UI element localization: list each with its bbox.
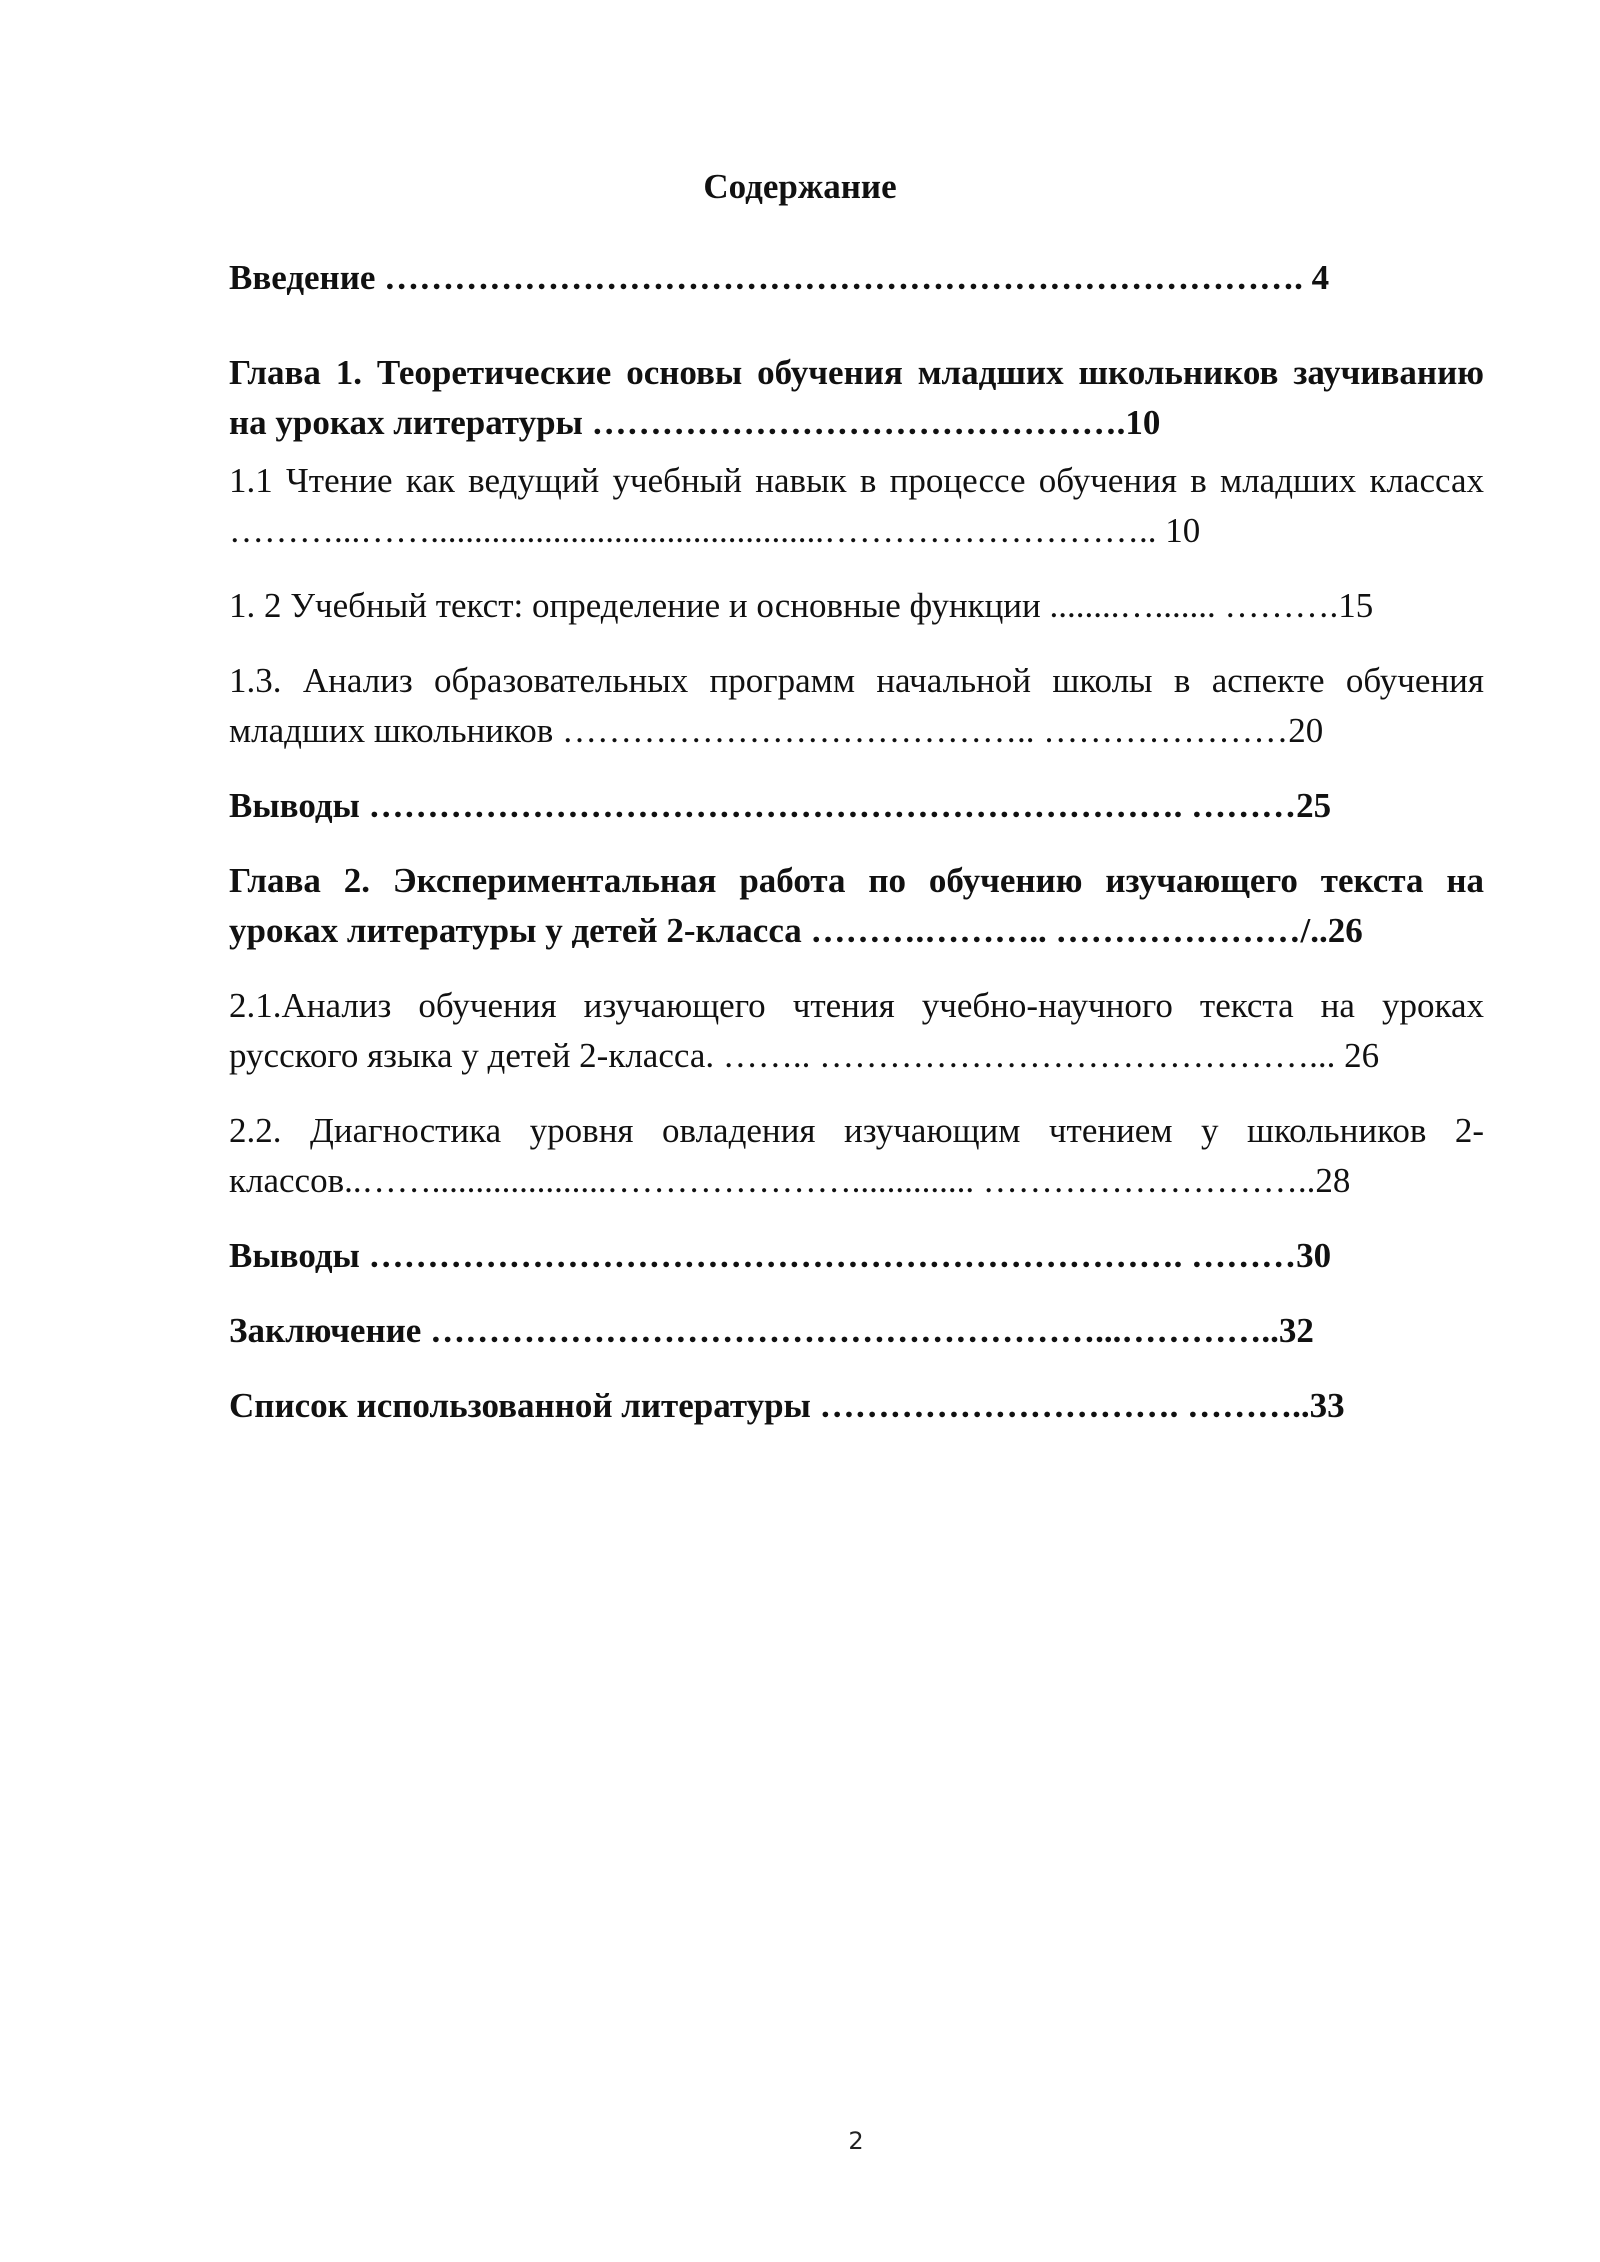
toc-heading-text: Содержание [703, 167, 897, 206]
toc-entry-chapter-2 [229, 856, 1484, 956]
toc-entry-chapter-1 [229, 348, 1484, 448]
toc-entry-text: 2.1.Анализ обучения изучающего чтения учебно-научного текста на уроках русского языка у детей 2-класса. …….. ……………………………………... 26 [229, 986, 1484, 1075]
toc-entry-conclusions-1 [229, 781, 1484, 831]
toc-entry-text: Введение ……………………………………………………………………. 4 [229, 258, 1330, 297]
toc-entry-section-1-1 [229, 456, 1484, 556]
toc-entry-section-1-3 [229, 656, 1484, 756]
toc-entry-section-1-2 [229, 581, 1484, 631]
page-number: 2 [848, 2127, 864, 2155]
toc-entry-conclusion [229, 1306, 1484, 1356]
toc-entry-section-2-1 [229, 981, 1484, 1081]
toc-heading [0, 162, 1600, 212]
toc-entry-section-2-2 [229, 1106, 1484, 1206]
toc-entry-text: Глава 1. Теоретические основы обучения младших школьников заучиванию на уроках литературы ……………………………………….10 [229, 353, 1484, 442]
toc-entry-text: 2.2. Диагностика уровня овладения изучающим чтением у школьников 2-классов..……....................………………….............. ………………………..28 [229, 1111, 1484, 1200]
toc-entry-text: Выводы ……………………………………………………………. ………30 [229, 1236, 1332, 1275]
toc-entry-text: Заключение …………………………………………………...…………..32 [229, 1311, 1314, 1350]
toc-entry-text: Глава 2. Экспериментальная работа по обучению изучающего текста на уроках литературы у детей 2-класса ……….……….. …………………/..26 [229, 861, 1484, 950]
toc-entry-references [229, 1381, 1484, 1431]
toc-entry-text: 1.1 Чтение как ведущий учебный навык в процессе обучения в младших классах ………...…….............................................……………………….. 10 [229, 461, 1484, 550]
toc-entry-text: 1.3. Анализ образовательных программ начальной школы в аспекте обучения младших школьников ………………………………….. …………………20 [229, 661, 1484, 750]
toc-entry-introduction [229, 253, 1484, 303]
toc-entry-text: Список использованной литературы …………………………. ………..33 [229, 1386, 1345, 1425]
toc-entry-text: Выводы ……………………………………………………………. ………25 [229, 786, 1332, 825]
toc-entry-text: 1. 2 Учебный текст: определение и основные функции ........…....... ……….15 [229, 586, 1374, 625]
toc-entry-conclusions-2 [229, 1231, 1484, 1281]
table-of-contents [229, 253, 1484, 1431]
